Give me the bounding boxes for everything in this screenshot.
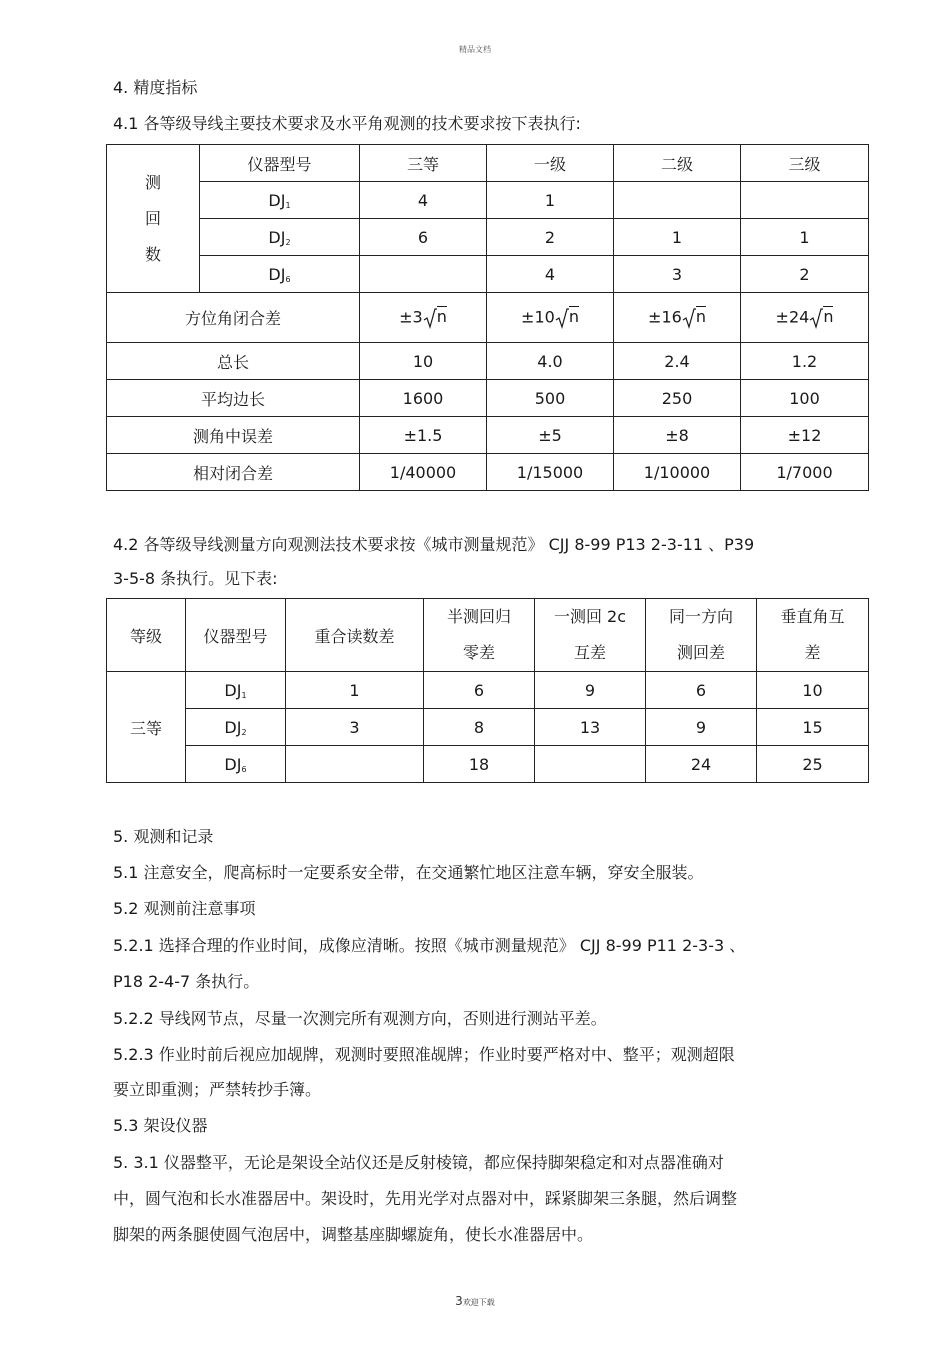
sqrt-icon — [555, 307, 569, 329]
table-cell: 9 — [646, 709, 757, 746]
row-label: 相对闭合差 — [107, 454, 360, 491]
paragraph-5-2-1-line1: 5.2.1 选择合理的作业时间，成像应清晰。按照《城市测量规范》 CJJ 8-99 P11 2-3-3 、 — [113, 936, 746, 955]
footer-text: 欢迎下载 — [462, 1298, 495, 1307]
col-header: 一级 — [487, 145, 614, 182]
heading-5-3: 5.3 架设仪器 — [113, 1116, 208, 1135]
table-cell: ±12 — [741, 417, 869, 454]
paragraph-4-2-line2: 3-5-8 条执行。见下表: — [113, 569, 278, 588]
accuracy-table — [106, 144, 869, 491]
table-cell: 6 — [646, 672, 757, 709]
table-cell: 6 — [360, 219, 487, 256]
instrument-model: $DJ_6$ — [186, 746, 286, 783]
row-label-azimuth: 方位角闭合差 — [107, 293, 360, 343]
table-cell: 4 — [487, 256, 614, 293]
table-cell: ±5 — [487, 417, 614, 454]
instrument-model: $DJ_2$ — [200, 219, 360, 256]
row-header-rounds: 测 回 数 — [107, 145, 200, 293]
table-cell: ±1.5 — [360, 417, 487, 454]
grade-cell: 三等 — [107, 672, 186, 783]
table-cell — [614, 182, 741, 219]
table-cell: 1 — [614, 219, 741, 256]
table-cell: 1/7000 — [741, 454, 869, 491]
row-label: 测角中误差 — [107, 417, 360, 454]
instrument-model: $DJ_1$ — [200, 182, 360, 219]
table-cell: 1/15000 — [487, 454, 614, 491]
table-cell: ±10 n — [487, 293, 614, 343]
paragraph-5-3-1-line2: 中，圆气泡和长水准器居中。架设时，先用光学对点器对中，踩紧脚架三条腿，然后调整 — [113, 1189, 738, 1208]
col-header: 三等 — [360, 145, 487, 182]
page-number: 3 — [455, 1294, 463, 1308]
col-header: 等级 — [107, 599, 186, 672]
table-cell: 18 — [424, 746, 535, 783]
col-header: 二级 — [614, 145, 741, 182]
table-cell: 1 — [487, 182, 614, 219]
table-cell: 1600 — [360, 380, 487, 417]
page-footer — [0, 1294, 950, 1308]
table-cell: 8 — [424, 709, 535, 746]
paragraph-5-1: 5.1 注意安全，爬高标时一定要系安全带，在交通繁忙地区注意车辆，穿安全服装。 — [113, 863, 704, 882]
heading-4: 4. 精度指标 — [113, 78, 198, 97]
direction-method-table — [106, 598, 869, 783]
sqrt-icon — [423, 307, 437, 329]
page-header: 精品文档 — [459, 45, 491, 54]
table-cell: 24 — [646, 746, 757, 783]
paragraph-5-2-3-line1: 5.2.3 作业时前后视应加觇牌，观测时要照准觇牌；作业时要严格对中、整平；观测超限 — [113, 1045, 735, 1064]
col-header: 垂直角互 差 — [757, 599, 869, 672]
table-cell: 6 — [424, 672, 535, 709]
col-header: 重合读数差 — [286, 599, 424, 672]
table-cell: 2 — [741, 256, 869, 293]
row-label: 平均边长 — [107, 380, 360, 417]
col-header: 仪器型号 — [186, 599, 286, 672]
paragraph-5-2-1-line2: P18 2-4-7 条执行。 — [113, 972, 260, 991]
table-cell: 1 — [286, 672, 424, 709]
table-cell: 3 — [614, 256, 741, 293]
table-cell: 9 — [535, 672, 646, 709]
col-header: 同一方向 测回差 — [646, 599, 757, 672]
table-cell: 500 — [487, 380, 614, 417]
heading-5: 5. 观测和记录 — [113, 827, 214, 846]
table-cell: ±24 n — [741, 293, 869, 343]
table-cell: 3 — [286, 709, 424, 746]
instrument-model: $DJ_2$ — [186, 709, 286, 746]
table-cell: ±3 n — [360, 293, 487, 343]
table-cell: 1.2 — [741, 343, 869, 380]
table-cell: 1/10000 — [614, 454, 741, 491]
instrument-model: $DJ_1$ — [186, 672, 286, 709]
table-cell: 10 — [360, 343, 487, 380]
table-cell: 15 — [757, 709, 869, 746]
table-cell: 4.0 — [487, 343, 614, 380]
table-cell: 2.4 — [614, 343, 741, 380]
table-cell — [286, 746, 424, 783]
paragraph-5-2-2: 5.2.2 导线网节点，尽量一次测完所有观测方向，否则进行测站平差。 — [113, 1009, 607, 1028]
table-cell — [741, 182, 869, 219]
paragraph-5-3-1-line3: 脚架的两条腿使圆气泡居中，调整基座脚螺旋角，使长水准器居中。 — [113, 1225, 594, 1244]
table-cell: 2 — [487, 219, 614, 256]
table-cell: 250 — [614, 380, 741, 417]
paragraph-4-2-line1: 4.2 各等级导线测量方向观测法技术要求按《城市测量规范》 CJJ 8-99 P13 2-3-11 、P39 — [113, 535, 755, 554]
table-cell: 1/40000 — [360, 454, 487, 491]
table-cell: 100 — [741, 380, 869, 417]
heading-5-2: 5.2 观测前注意事项 — [113, 899, 256, 918]
col-header: 三级 — [741, 145, 869, 182]
paragraph-5-2-3-line2: 要立即重测；严禁转抄手簿。 — [113, 1080, 322, 1099]
paragraph-4-1: 4.1 各等级导线主要技术要求及水平角观测的技术要求按下表执行: — [113, 114, 581, 133]
instrument-model: $DJ_6$ — [200, 256, 360, 293]
table-cell: 13 — [535, 709, 646, 746]
col-header: 一测回 2c 互差 — [535, 599, 646, 672]
col-header: 仪器型号 — [200, 145, 360, 182]
table-cell — [360, 256, 487, 293]
table-cell: 10 — [757, 672, 869, 709]
table-cell: ±8 — [614, 417, 741, 454]
sqrt-icon — [682, 307, 696, 329]
col-header: 半测回归 零差 — [424, 599, 535, 672]
row-label: 总长 — [107, 343, 360, 380]
table-cell: ±16 n — [614, 293, 741, 343]
table-cell — [535, 746, 646, 783]
table-cell: 4 — [360, 182, 487, 219]
table-cell: 25 — [757, 746, 869, 783]
table-cell: 1 — [741, 219, 869, 256]
paragraph-5-3-1-line1: 5. 3.1 仪器整平，无论是架设全站仪还是反射棱镜，都应保持脚架稳定和对点器准确对 — [113, 1153, 724, 1172]
sqrt-icon — [809, 307, 823, 329]
